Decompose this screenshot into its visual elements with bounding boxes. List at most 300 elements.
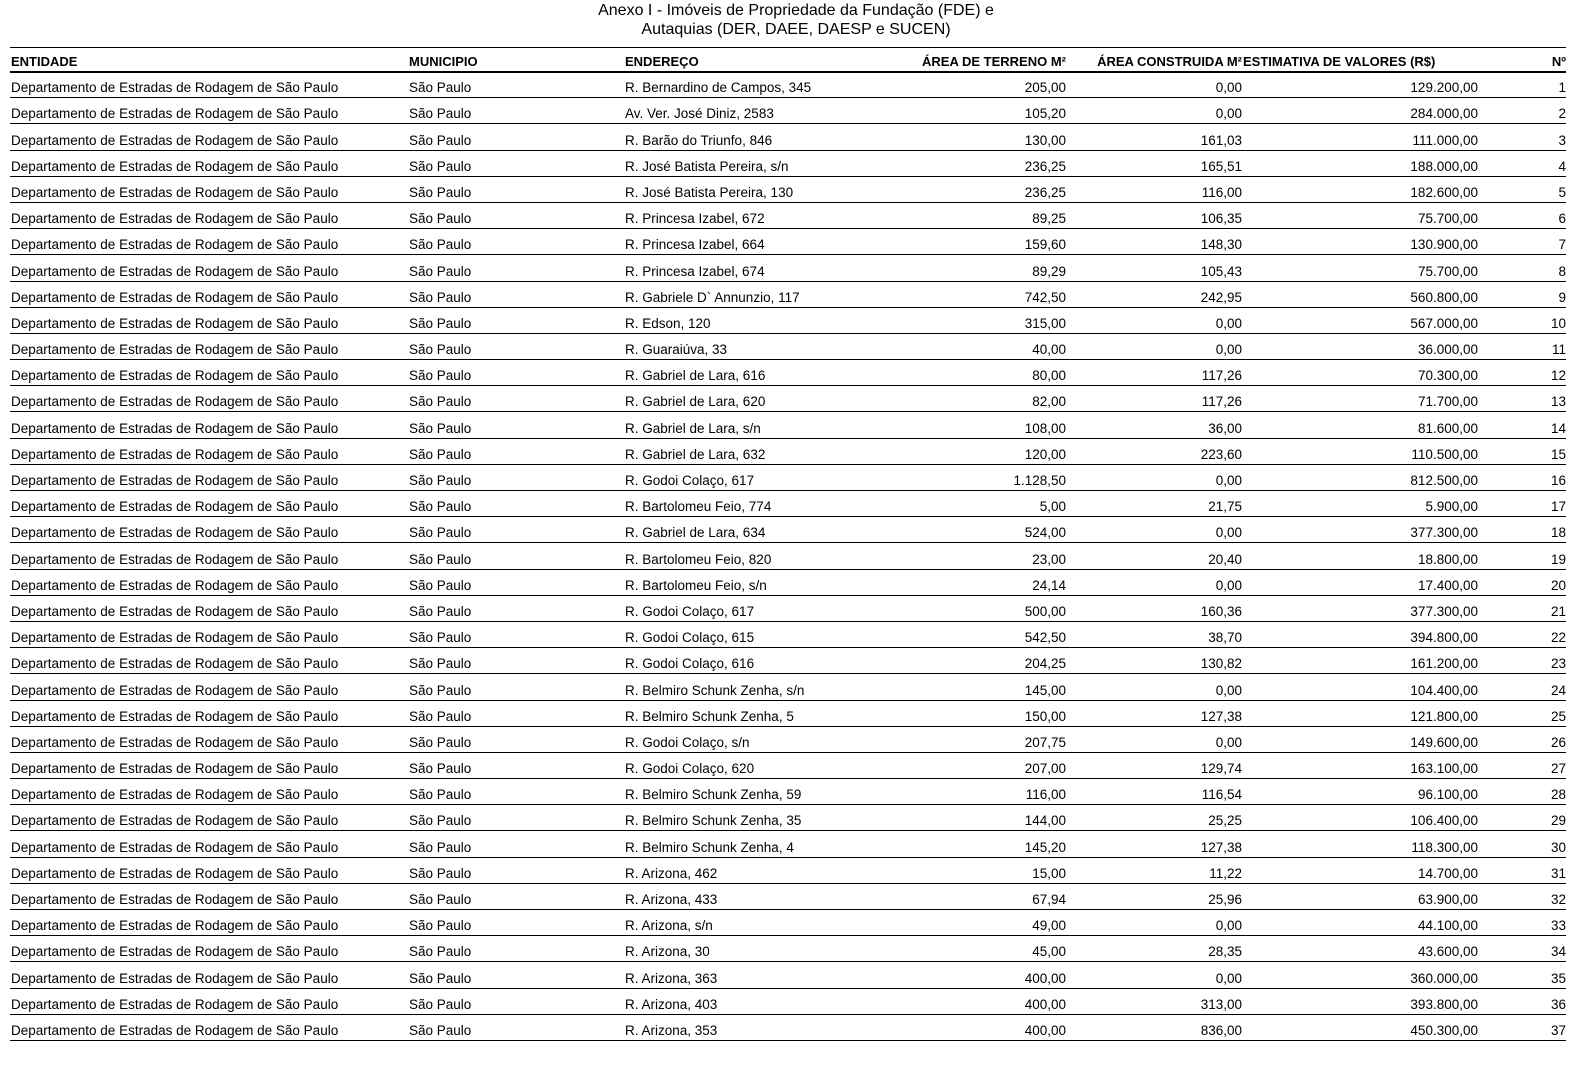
cell-area-construida: 28,35 [1066,936,1242,962]
cell-numero: 6 [1478,202,1566,228]
table-row [10,412,1566,438]
cell-area-construida: 25,25 [1066,805,1242,831]
cell-entidade: Departamento de Estradas de Rodagem de São Paulo [10,307,408,333]
cell-municipio: São Paulo [408,700,624,726]
cell-numero: 21 [1478,595,1566,621]
cell-endereco: R. Godoi Colaço, s/n [624,726,906,752]
cell-area-construida: 11,22 [1066,857,1242,883]
cell-numero: 29 [1478,805,1566,831]
cell-area-construida: 160,36 [1066,595,1242,621]
table-row [10,883,1566,909]
cell-numero: 34 [1478,936,1566,962]
header-endereco: ENDEREÇO [624,48,906,72]
cell-entidade: Departamento de Estradas de Rodagem de São Paulo [10,569,408,595]
cell-area-terreno: 204,25 [906,648,1066,674]
cell-endereco: R. Guaraiúva, 33 [624,333,906,359]
cell-endereco: R. Gabriel de Lara, 620 [624,386,906,412]
cell-entidade: Departamento de Estradas de Rodagem de São Paulo [10,674,408,700]
table-row [10,360,1566,386]
header-area-terreno: ÁREA DE TERRENO M² [906,48,1066,72]
cell-area-construida: 105,43 [1066,255,1242,281]
table-row [10,438,1566,464]
cell-municipio: São Paulo [408,569,624,595]
cell-municipio: São Paulo [408,176,624,202]
cell-endereco: R. Arizona, 433 [624,883,906,909]
cell-municipio: São Paulo [408,281,624,307]
table-row [10,805,1566,831]
cell-entidade: Departamento de Estradas de Rodagem de São Paulo [10,229,408,255]
cell-entidade: Departamento de Estradas de Rodagem de São Paulo [10,962,408,988]
cell-estimativa: 43.600,00 [1242,936,1478,962]
cell-area-construida: 0,00 [1066,910,1242,936]
cell-estimativa: 96.100,00 [1242,779,1478,805]
cell-area-construida: 0,00 [1066,307,1242,333]
cell-endereco: R. Princesa Izabel, 664 [624,229,906,255]
cell-municipio: São Paulo [408,962,624,988]
cell-municipio: São Paulo [408,910,624,936]
table-row [10,150,1566,176]
cell-endereco: R. Arizona, 363 [624,962,906,988]
cell-numero: 2 [1478,98,1566,124]
cell-endereco: R. José Batista Pereira, 130 [624,176,906,202]
cell-municipio: São Paulo [408,150,624,176]
cell-estimativa: 377.300,00 [1242,517,1478,543]
cell-numero: 31 [1478,857,1566,883]
cell-area-construida: 20,40 [1066,543,1242,569]
cell-numero: 33 [1478,910,1566,936]
cell-municipio: São Paulo [408,464,624,490]
cell-endereco: R. Arizona, 353 [624,1014,906,1040]
cell-area-terreno: 400,00 [906,988,1066,1014]
cell-endereco: R. Belmiro Schunk Zenha, 59 [624,779,906,805]
title-line-2: Autaquias (DER, DAEE, DAESP e SUCEN) [641,21,951,38]
cell-numero: 37 [1478,1014,1566,1040]
table-row [10,648,1566,674]
cell-estimativa: 71.700,00 [1242,386,1478,412]
cell-endereco: R. Belmiro Schunk Zenha, 5 [624,700,906,726]
cell-numero: 11 [1478,333,1566,359]
cell-endereco: R. Gabriel de Lara, 616 [624,360,906,386]
cell-entidade: Departamento de Estradas de Rodagem de São Paulo [10,1014,408,1040]
table-row [10,255,1566,281]
cell-endereco: R. Princesa Izabel, 674 [624,255,906,281]
cell-estimativa: 14.700,00 [1242,857,1478,883]
cell-area-terreno: 89,25 [906,202,1066,228]
cell-numero: 35 [1478,962,1566,988]
cell-area-construida: 38,70 [1066,621,1242,647]
cell-entidade: Departamento de Estradas de Rodagem de São Paulo [10,805,408,831]
table-row [10,281,1566,307]
cell-numero: 5 [1478,176,1566,202]
cell-area-terreno: 400,00 [906,1014,1066,1040]
cell-municipio: São Paulo [408,674,624,700]
cell-entidade: Departamento de Estradas de Rodagem de São Paulo [10,386,408,412]
table-row [10,307,1566,333]
cell-numero: 12 [1478,360,1566,386]
cell-numero: 9 [1478,281,1566,307]
cell-area-terreno: 24,14 [906,569,1066,595]
cell-endereco: R. Princesa Izabel, 672 [624,202,906,228]
table-row [10,621,1566,647]
cell-entidade: Departamento de Estradas de Rodagem de São Paulo [10,150,408,176]
cell-estimativa: 188.000,00 [1242,150,1478,176]
cell-estimativa: 182.600,00 [1242,176,1478,202]
cell-area-terreno: 108,00 [906,412,1066,438]
cell-endereco: R. Belmiro Schunk Zenha, 4 [624,831,906,857]
cell-endereco: R. Arizona, 403 [624,988,906,1014]
cell-area-terreno: 205,00 [906,72,1066,98]
cell-municipio: São Paulo [408,98,624,124]
cell-endereco: R. Bartolomeu Feio, 774 [624,491,906,517]
cell-area-terreno: 207,00 [906,752,1066,778]
cell-numero: 17 [1478,491,1566,517]
cell-area-construida: 130,82 [1066,648,1242,674]
cell-municipio: São Paulo [408,1014,624,1040]
cell-endereco: R. Gabriel de Lara, s/n [624,412,906,438]
cell-entidade: Departamento de Estradas de Rodagem de São Paulo [10,936,408,962]
cell-entidade: Departamento de Estradas de Rodagem de São Paulo [10,176,408,202]
cell-entidade: Departamento de Estradas de Rodagem de São Paulo [10,438,408,464]
cell-area-terreno: 145,00 [906,674,1066,700]
cell-area-terreno: 542,50 [906,621,1066,647]
cell-area-construida: 0,00 [1066,72,1242,98]
cell-endereco: R. Godoi Colaço, 616 [624,648,906,674]
cell-area-construida: 313,00 [1066,988,1242,1014]
table-row [10,674,1566,700]
header-estimativa: ESTIMATIVA DE VALORES (R$) [1242,48,1478,72]
table-row [10,595,1566,621]
properties-table [10,47,1566,1041]
table-row [10,726,1566,752]
cell-estimativa: 81.600,00 [1242,412,1478,438]
cell-entidade: Departamento de Estradas de Rodagem de São Paulo [10,333,408,359]
cell-endereco: R. Belmiro Schunk Zenha, s/n [624,674,906,700]
table-row [10,936,1566,962]
table-row [10,910,1566,936]
document-title [0,0,1592,41]
cell-estimativa: 129.200,00 [1242,72,1478,98]
cell-numero: 27 [1478,752,1566,778]
cell-estimativa: 149.600,00 [1242,726,1478,752]
table-row [10,779,1566,805]
cell-municipio: São Paulo [408,936,624,962]
cell-area-construida: 836,00 [1066,1014,1242,1040]
cell-endereco: R. Godoi Colaço, 617 [624,595,906,621]
cell-estimativa: 360.000,00 [1242,962,1478,988]
cell-entidade: Departamento de Estradas de Rodagem de São Paulo [10,255,408,281]
cell-municipio: São Paulo [408,360,624,386]
table-row [10,1014,1566,1040]
cell-entidade: Departamento de Estradas de Rodagem de São Paulo [10,831,408,857]
cell-area-terreno: 40,00 [906,333,1066,359]
cell-estimativa: 567.000,00 [1242,307,1478,333]
cell-entidade: Departamento de Estradas de Rodagem de São Paulo [10,910,408,936]
cell-area-terreno: 144,00 [906,805,1066,831]
header-area-construida: ÁREA CONSTRUIDA M² [1066,48,1242,72]
cell-municipio: São Paulo [408,543,624,569]
cell-estimativa: 75.700,00 [1242,202,1478,228]
cell-municipio: São Paulo [408,752,624,778]
cell-numero: 15 [1478,438,1566,464]
cell-numero: 1 [1478,72,1566,98]
cell-estimativa: 17.400,00 [1242,569,1478,595]
cell-entidade: Departamento de Estradas de Rodagem de São Paulo [10,752,408,778]
cell-entidade: Departamento de Estradas de Rodagem de São Paulo [10,543,408,569]
cell-endereco: R. Bartolomeu Feio, 820 [624,543,906,569]
cell-entidade: Departamento de Estradas de Rodagem de São Paulo [10,464,408,490]
cell-area-construida: 25,96 [1066,883,1242,909]
cell-area-terreno: 150,00 [906,700,1066,726]
cell-numero: 23 [1478,648,1566,674]
cell-area-construida: 127,38 [1066,831,1242,857]
cell-estimativa: 36.000,00 [1242,333,1478,359]
table-row [10,752,1566,778]
cell-municipio: São Paulo [408,202,624,228]
table-row [10,229,1566,255]
cell-municipio: São Paulo [408,124,624,150]
cell-area-construida: 117,26 [1066,360,1242,386]
cell-area-construida: 0,00 [1066,962,1242,988]
table-row [10,700,1566,726]
cell-area-construida: 161,03 [1066,124,1242,150]
cell-area-terreno: 742,50 [906,281,1066,307]
cell-estimativa: 450.300,00 [1242,1014,1478,1040]
cell-municipio: São Paulo [408,648,624,674]
cell-area-construida: 116,54 [1066,779,1242,805]
table-row [10,202,1566,228]
table-row [10,491,1566,517]
cell-estimativa: 377.300,00 [1242,595,1478,621]
cell-numero: 20 [1478,569,1566,595]
cell-area-construida: 117,26 [1066,386,1242,412]
cell-entidade: Departamento de Estradas de Rodagem de São Paulo [10,726,408,752]
cell-area-construida: 165,51 [1066,150,1242,176]
cell-entidade: Departamento de Estradas de Rodagem de São Paulo [10,360,408,386]
cell-area-terreno: 82,00 [906,386,1066,412]
cell-area-terreno: 500,00 [906,595,1066,621]
cell-endereco: R. Arizona, 30 [624,936,906,962]
table-row [10,962,1566,988]
cell-estimativa: 18.800,00 [1242,543,1478,569]
cell-area-terreno: 89,29 [906,255,1066,281]
cell-numero: 25 [1478,700,1566,726]
cell-numero: 30 [1478,831,1566,857]
cell-area-construida: 148,30 [1066,229,1242,255]
cell-municipio: São Paulo [408,229,624,255]
cell-endereco: R. Godoi Colaço, 620 [624,752,906,778]
cell-entidade: Departamento de Estradas de Rodagem de São Paulo [10,72,408,98]
cell-numero: 13 [1478,386,1566,412]
cell-area-construida: 106,35 [1066,202,1242,228]
cell-endereco: R. Bernardino de Campos, 345 [624,72,906,98]
cell-estimativa: 560.800,00 [1242,281,1478,307]
cell-estimativa: 163.100,00 [1242,752,1478,778]
cell-municipio: São Paulo [408,857,624,883]
cell-area-terreno: 80,00 [906,360,1066,386]
cell-entidade: Departamento de Estradas de Rodagem de São Paulo [10,857,408,883]
cell-numero: 4 [1478,150,1566,176]
table-row [10,857,1566,883]
cell-numero: 22 [1478,621,1566,647]
cell-estimativa: 161.200,00 [1242,648,1478,674]
cell-municipio: São Paulo [408,438,624,464]
cell-area-construida: 0,00 [1066,674,1242,700]
cell-municipio: São Paulo [408,72,624,98]
cell-estimativa: 63.900,00 [1242,883,1478,909]
cell-municipio: São Paulo [408,831,624,857]
cell-estimativa: 118.300,00 [1242,831,1478,857]
cell-endereco: R. Arizona, s/n [624,910,906,936]
cell-area-terreno: 1.128,50 [906,464,1066,490]
table-row [10,831,1566,857]
cell-estimativa: 75.700,00 [1242,255,1478,281]
cell-entidade: Departamento de Estradas de Rodagem de São Paulo [10,595,408,621]
cell-endereco: R. Edson, 120 [624,307,906,333]
cell-area-construida: 0,00 [1066,726,1242,752]
table-row [10,464,1566,490]
cell-area-terreno: 159,60 [906,229,1066,255]
cell-entidade: Departamento de Estradas de Rodagem de São Paulo [10,988,408,1014]
cell-estimativa: 394.800,00 [1242,621,1478,647]
cell-area-terreno: 236,25 [906,150,1066,176]
header-municipio: MUNICIPIO [408,48,624,72]
cell-area-construida: 36,00 [1066,412,1242,438]
cell-municipio: São Paulo [408,726,624,752]
cell-numero: 14 [1478,412,1566,438]
table-row [10,386,1566,412]
cell-entidade: Departamento de Estradas de Rodagem de São Paulo [10,779,408,805]
cell-estimativa: 812.500,00 [1242,464,1478,490]
cell-numero: 18 [1478,517,1566,543]
cell-municipio: São Paulo [408,412,624,438]
cell-estimativa: 70.300,00 [1242,360,1478,386]
cell-endereco: R. Gabriel de Lara, 632 [624,438,906,464]
title-line-1: Anexo I - Imóveis de Propriedade da Fundação (FDE) e [598,2,994,19]
table-header-row [10,48,1566,72]
cell-area-construida: 0,00 [1066,517,1242,543]
cell-endereco: R. Belmiro Schunk Zenha, 35 [624,805,906,831]
cell-estimativa: 393.800,00 [1242,988,1478,1014]
cell-area-terreno: 120,00 [906,438,1066,464]
cell-area-terreno: 15,00 [906,857,1066,883]
cell-entidade: Departamento de Estradas de Rodagem de São Paulo [10,517,408,543]
cell-estimativa: 44.100,00 [1242,910,1478,936]
cell-municipio: São Paulo [408,779,624,805]
cell-entidade: Departamento de Estradas de Rodagem de São Paulo [10,281,408,307]
cell-area-construida: 0,00 [1066,98,1242,124]
cell-numero: 19 [1478,543,1566,569]
cell-area-construida: 116,00 [1066,176,1242,202]
table-body [10,72,1566,1041]
cell-numero: 32 [1478,883,1566,909]
cell-numero: 16 [1478,464,1566,490]
cell-numero: 7 [1478,229,1566,255]
table-row [10,543,1566,569]
cell-endereco: R. Godoi Colaço, 617 [624,464,906,490]
cell-area-terreno: 116,00 [906,779,1066,805]
cell-numero: 8 [1478,255,1566,281]
cell-estimativa: 106.400,00 [1242,805,1478,831]
cell-estimativa: 104.400,00 [1242,674,1478,700]
cell-area-terreno: 400,00 [906,962,1066,988]
cell-area-construida: 0,00 [1066,464,1242,490]
cell-municipio: São Paulo [408,333,624,359]
cell-municipio: São Paulo [408,805,624,831]
cell-entidade: Departamento de Estradas de Rodagem de São Paulo [10,202,408,228]
cell-area-construida: 0,00 [1066,569,1242,595]
table-row [10,124,1566,150]
cell-area-terreno: 105,20 [906,98,1066,124]
cell-area-construida: 223,60 [1066,438,1242,464]
cell-entidade: Departamento de Estradas de Rodagem de São Paulo [10,412,408,438]
table-row [10,517,1566,543]
cell-estimativa: 130.900,00 [1242,229,1478,255]
cell-numero: 28 [1478,779,1566,805]
cell-estimativa: 121.800,00 [1242,700,1478,726]
header-numero: Nº [1478,48,1566,72]
cell-entidade: Departamento de Estradas de Rodagem de São Paulo [10,124,408,150]
cell-entidade: Departamento de Estradas de Rodagem de São Paulo [10,700,408,726]
table-row [10,333,1566,359]
cell-entidade: Departamento de Estradas de Rodagem de São Paulo [10,883,408,909]
cell-area-terreno: 5,00 [906,491,1066,517]
cell-municipio: São Paulo [408,621,624,647]
table-row [10,72,1566,98]
cell-endereco: Av. Ver. José Diniz, 2583 [624,98,906,124]
cell-municipio: São Paulo [408,988,624,1014]
cell-endereco: R. José Batista Pereira, s/n [624,150,906,176]
cell-estimativa: 110.500,00 [1242,438,1478,464]
cell-estimativa: 5.900,00 [1242,491,1478,517]
cell-area-construida: 242,95 [1066,281,1242,307]
cell-entidade: Departamento de Estradas de Rodagem de São Paulo [10,648,408,674]
table-row [10,98,1566,124]
cell-numero: 10 [1478,307,1566,333]
cell-area-construida: 21,75 [1066,491,1242,517]
cell-area-terreno: 49,00 [906,910,1066,936]
cell-endereco: R. Bartolomeu Feio, s/n [624,569,906,595]
cell-endereco: R. Arizona, 462 [624,857,906,883]
header-entidade: ENTIDADE [10,48,408,72]
cell-entidade: Departamento de Estradas de Rodagem de São Paulo [10,98,408,124]
cell-estimativa: 284.000,00 [1242,98,1478,124]
cell-endereco: R. Gabriel de Lara, 634 [624,517,906,543]
cell-area-terreno: 145,20 [906,831,1066,857]
cell-entidade: Departamento de Estradas de Rodagem de São Paulo [10,491,408,517]
cell-endereco: R. Gabriele D` Annunzio, 117 [624,281,906,307]
cell-area-terreno: 207,75 [906,726,1066,752]
cell-area-construida: 0,00 [1066,333,1242,359]
table-row [10,569,1566,595]
table-row [10,988,1566,1014]
cell-area-terreno: 315,00 [906,307,1066,333]
cell-estimativa: 111.000,00 [1242,124,1478,150]
cell-numero: 24 [1478,674,1566,700]
cell-municipio: São Paulo [408,883,624,909]
cell-area-terreno: 130,00 [906,124,1066,150]
cell-numero: 36 [1478,988,1566,1014]
table-row [10,176,1566,202]
cell-endereco: R. Godoi Colaço, 615 [624,621,906,647]
cell-area-terreno: 67,94 [906,883,1066,909]
cell-entidade: Departamento de Estradas de Rodagem de São Paulo [10,621,408,647]
cell-area-construida: 129,74 [1066,752,1242,778]
cell-municipio: São Paulo [408,386,624,412]
cell-municipio: São Paulo [408,595,624,621]
cell-area-construida: 127,38 [1066,700,1242,726]
cell-area-terreno: 524,00 [906,517,1066,543]
cell-numero: 26 [1478,726,1566,752]
